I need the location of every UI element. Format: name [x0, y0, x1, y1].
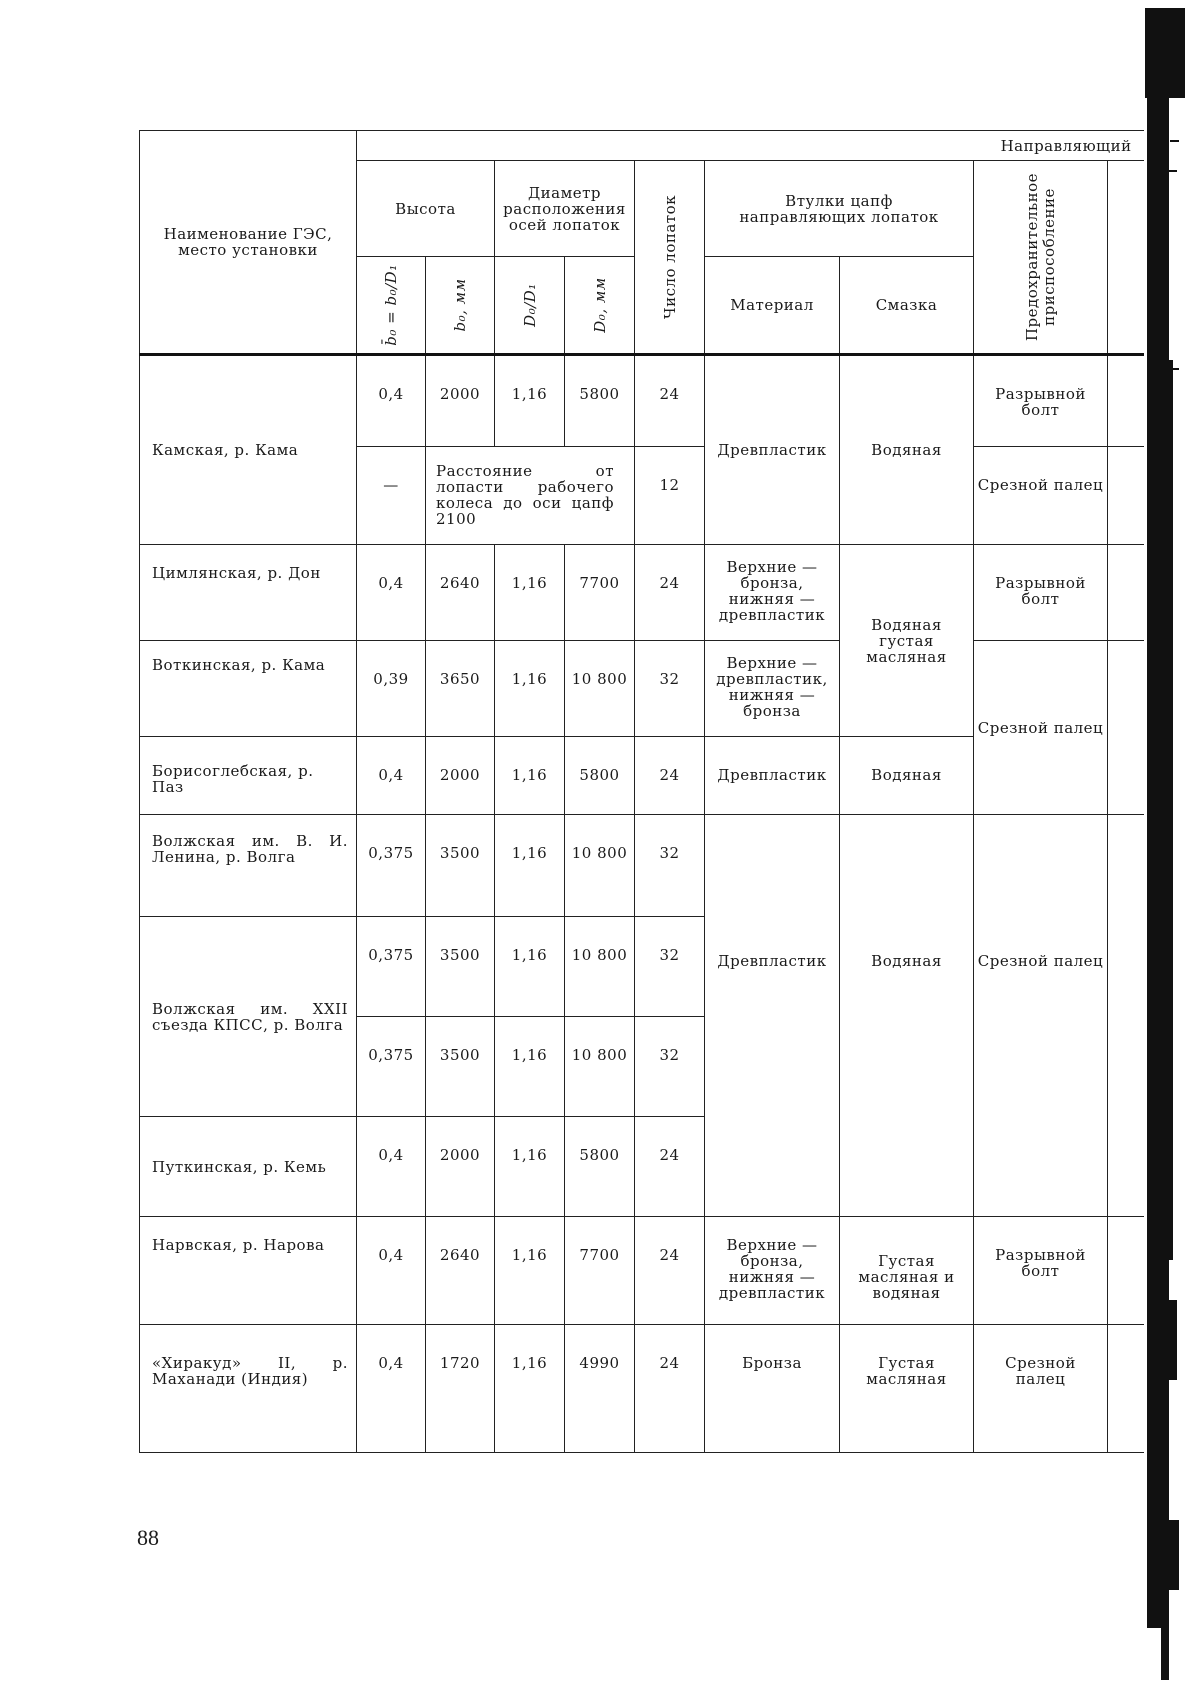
row-name: Нарвская, р. Нарова — [140, 1217, 357, 1325]
table-row — [140, 815, 1144, 917]
cell-b0-rel: 0,4 — [357, 1217, 426, 1325]
cell-b0: 2000 — [426, 1117, 495, 1217]
cell-b0: 2640 — [426, 545, 495, 641]
cell-b0: 2640 — [426, 1217, 495, 1325]
cell-b0: 3500 — [426, 1017, 495, 1117]
scan-mark — [1170, 140, 1179, 142]
row-name: Путкинская, р. Кемь — [140, 1117, 357, 1217]
cell-safety: Срезной палец — [974, 815, 1108, 1217]
cell-lubrication: Водяная — [840, 737, 974, 815]
cell-safety: Срезной палец — [974, 641, 1108, 815]
cell-material: Верхние — древпластик, нижняя — бронза — [705, 641, 840, 737]
table-row — [140, 1325, 1144, 1453]
header-safety-label: Предохранительное приспособление — [1022, 172, 1058, 342]
cell-blade-count: 24 — [635, 1325, 705, 1453]
cell-lubrication: Водяная — [840, 355, 974, 545]
table-row — [140, 355, 1144, 447]
row-name: Волжская им. XXII съезда КПСС, р. Волга — [140, 917, 357, 1117]
header-bushings-label: Втулки цапф направляющих лопаток — [739, 191, 939, 226]
cell-blade-count: 24 — [635, 545, 705, 641]
scan-mark — [1168, 170, 1177, 172]
row-name: Воткинская, р. Кама — [140, 641, 357, 737]
header-bushings — [705, 161, 974, 257]
cell-cut-off — [1108, 447, 1144, 545]
header-blade-count — [635, 161, 705, 355]
cell-d0: 4990 — [565, 1325, 635, 1453]
cell-safety: Срезной палец — [974, 1325, 1108, 1453]
row-name — [140, 355, 357, 545]
header-material — [705, 257, 840, 355]
header-diameter-label: Диаметр расположения осей лопаток — [503, 183, 626, 234]
cell-lubrication: Водяная густая масляная — [840, 545, 974, 737]
cell-material: Верхние — бронза, нижняя — древпластик — [705, 1217, 840, 1325]
cell-safety: Разрывной болт — [974, 1217, 1108, 1325]
cell-material: Верхние — бронза, нижняя — древпластик — [705, 545, 840, 641]
cell-d0: 5800 — [565, 1117, 635, 1217]
cell-blade-count: 32 — [635, 815, 705, 917]
cell-d0: 5800 — [565, 355, 635, 447]
cell-cut-off — [1108, 355, 1144, 447]
cell-blade-count: 24 — [635, 1217, 705, 1325]
header-material-label: Материал — [730, 296, 814, 314]
cell-note: Расстояние от лопасти рабочего колеса до оси цапф 2100 — [426, 447, 635, 545]
cell-d0: 7700 — [565, 545, 635, 641]
cell-blade-count: 12 — [635, 447, 705, 545]
cell-d0: 10 800 — [565, 1017, 635, 1117]
cell-b0-rel: 0,4 — [357, 1117, 426, 1217]
cell-blade-count: 24 — [635, 1117, 705, 1217]
cell-b0-rel: 0,4 — [357, 1325, 426, 1453]
header-lubrication-label: Смазка — [875, 296, 938, 314]
cell-material: Древпластик — [705, 737, 840, 815]
cell-d0-rel: 1,16 — [495, 355, 565, 447]
cell-cut-off — [1108, 545, 1144, 641]
header-diameter — [495, 161, 635, 257]
page-number: 88 — [137, 1525, 159, 1550]
row-name: Волжская им. В. И. Ленина, р. Волга — [140, 815, 357, 917]
cell-cut-off — [1108, 1217, 1144, 1325]
cell-b0-rel: 0,4 — [357, 545, 426, 641]
table-row — [140, 1217, 1144, 1325]
cell-d0: 7700 — [565, 1217, 635, 1325]
cell-material: Древпластик — [705, 355, 840, 545]
cell-blade-count: 32 — [635, 641, 705, 737]
cell-d0-rel: 1,16 — [495, 1217, 565, 1325]
cell-blade-count: 24 — [635, 737, 705, 815]
header-height-rel — [357, 257, 426, 355]
group-title-label: Направляющий — [1000, 136, 1132, 155]
cell-material: Бронза — [705, 1325, 840, 1453]
row-name: Цимлянская, р. Дон — [140, 545, 357, 641]
header-blade-count-label: Число лопаток — [660, 194, 679, 320]
cell-material: Древпластик — [705, 815, 840, 1217]
cell-b0: 3500 — [426, 917, 495, 1017]
cell-safety: Срезной палец — [974, 447, 1108, 545]
cell-safety: Разрывной болт — [974, 545, 1108, 641]
cell-d0-rel: 1,16 — [495, 737, 565, 815]
cell-b0-rel: 0,375 — [357, 1017, 426, 1117]
cell-b0-rel: 0,39 — [357, 641, 426, 737]
header-safety — [974, 161, 1108, 355]
cell-safety: Разрывной болт — [974, 355, 1108, 447]
header-cut-off — [1108, 161, 1144, 355]
cell-blade-count: 32 — [635, 1017, 705, 1117]
row-name: «Хиракуд» II, р. Маханади (Индия) — [140, 1325, 357, 1453]
cell-blade-count: 24 — [635, 355, 705, 447]
cell-b0: 2000 — [426, 355, 495, 447]
cell-d0: 10 800 — [565, 815, 635, 917]
cell-d0-rel: 1,16 — [495, 641, 565, 737]
guide-apparatus-table — [139, 130, 1144, 1453]
cell-b0: 3500 — [426, 815, 495, 917]
cell-d0-rel: 1,16 — [495, 917, 565, 1017]
cell-d0-rel: 1,16 — [495, 815, 565, 917]
cell-b0-rel: — — [357, 447, 426, 545]
header-height-abs-label: b₀, мм — [451, 278, 469, 332]
header-diameter-abs-label: D₀, мм — [590, 277, 609, 333]
table-row — [140, 641, 1144, 737]
header-lubrication — [840, 257, 974, 355]
cell-b0: 3650 — [426, 641, 495, 737]
cell-b0-rel: 0,375 — [357, 815, 426, 917]
cell-blade-count: 32 — [635, 917, 705, 1017]
header-name-label: Наименование ГЭС, место установки — [163, 225, 333, 259]
header-diameter-rel-label: D₀/D₁ — [520, 283, 539, 327]
header-diameter-rel — [495, 257, 565, 355]
header-name — [140, 131, 357, 355]
cell-b0: 2000 — [426, 737, 495, 815]
cell-b0-rel: 0,4 — [357, 355, 426, 447]
header-diameter-abs — [565, 257, 635, 355]
cell-cut-off — [1108, 815, 1144, 1217]
header-height-label: Высота — [395, 199, 456, 218]
cell-cut-off — [1108, 1325, 1144, 1453]
group-title — [357, 131, 1144, 161]
scan-binding-edge — [1145, 0, 1190, 1683]
row-name-text: Камская, р. Кама — [152, 441, 299, 459]
cell-d0-rel: 1,16 — [495, 545, 565, 641]
cell-d0-rel: 1,16 — [495, 1117, 565, 1217]
cell-lubrication: Густая масляная — [840, 1325, 974, 1453]
scan-mark — [1173, 368, 1179, 370]
header-height — [357, 161, 495, 257]
cell-b0-rel: 0,4 — [357, 737, 426, 815]
cell-lubrication: Водяная — [840, 815, 974, 1217]
cell-d0: 5800 — [565, 737, 635, 815]
row-name: Борисоглебская, р. Паз — [140, 737, 357, 815]
table-row — [140, 545, 1144, 641]
cell-d0: 10 800 — [565, 917, 635, 1017]
cell-lubrication: Густая масляная и водяная — [840, 1217, 974, 1325]
header-height-abs — [426, 257, 495, 355]
cell-b0-rel: 0,375 — [357, 917, 426, 1017]
cell-cut-off — [1108, 641, 1144, 815]
header-height-rel-label: b̄₀ = b₀/D₁ — [382, 264, 400, 346]
cell-b0: 1720 — [426, 1325, 495, 1453]
cell-d0: 10 800 — [565, 641, 635, 737]
cell-d0-rel: 1,16 — [495, 1325, 565, 1453]
cell-d0-rel: 1,16 — [495, 1017, 565, 1117]
